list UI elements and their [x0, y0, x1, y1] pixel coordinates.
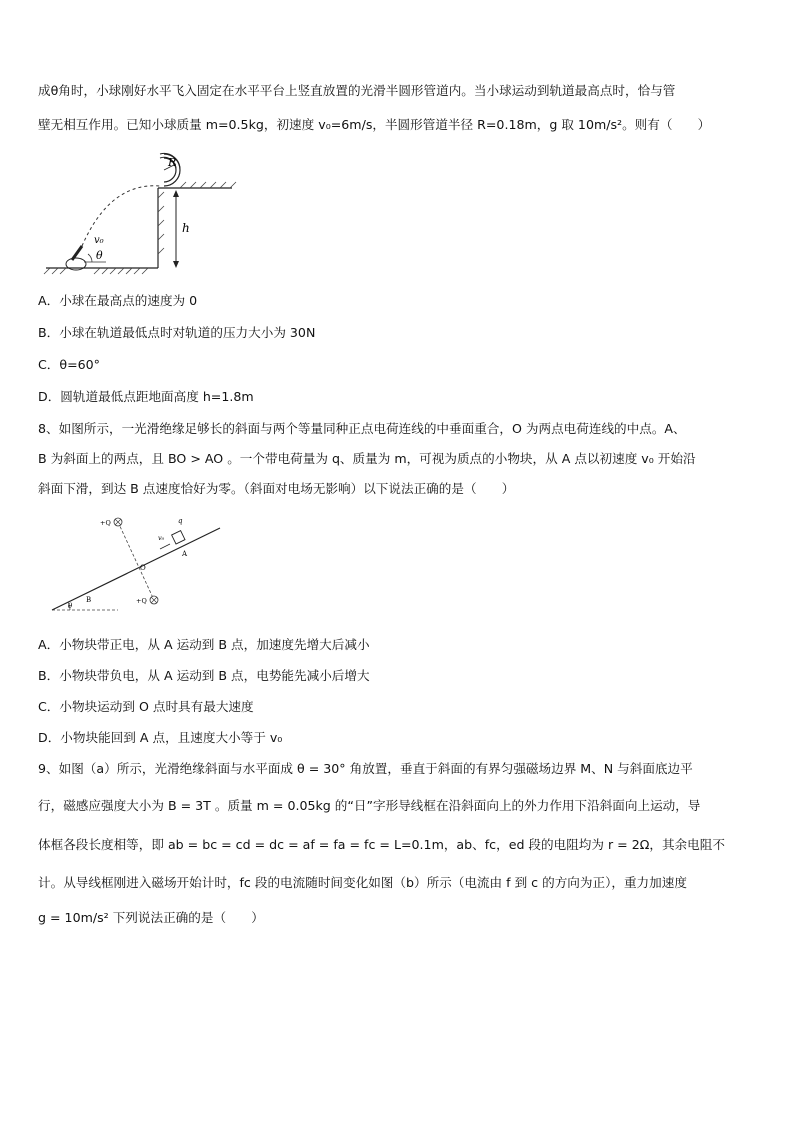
q9-text-line-3: 体框各段长度相等，即 ab = bc = cd = dc = af = fa = fc = L=0.1m，ab、fc，ed 段的电阻均为 r = 2Ω，其余电阻不: [38, 837, 725, 852]
q8-label-O: O: [140, 564, 146, 572]
q7-label-theta: θ: [96, 249, 103, 262]
q9-text-line-1: 9、如图（a）所示，光滑绝缘斜面与水平面成 θ = 30° 角放置，垂直于斜面的有界匀强磁场边界 M、N 与斜面底边平: [38, 761, 693, 776]
q8-label-v0: v₀: [158, 534, 165, 542]
q8-label-q: q: [178, 517, 183, 525]
q8-text-line-3: 斜面下滑，到达 B 点速度恰好为零。（斜面对电场无影响）以下说法正确的是（ ）: [38, 481, 515, 496]
q7-label-R: R: [168, 156, 177, 169]
q7-text-line-2: 壁无相互作用。已知小球质量 m=0.5kg，初速度 v₀=6m/s，半圆形管道半径 R=0.18m，g 取 10m/s²。则有（ ）: [38, 117, 711, 132]
q9-text-line-4: 计。从导线框刚进入磁场开始计时，fc 段的电流随时间变化如图（b）所示（电流由 f 到 c 的方向为正），重力加速度: [38, 875, 687, 890]
q7-option-a: A．小球在最高点的速度为 0: [38, 293, 198, 308]
q7-figure: [40, 142, 240, 277]
q7-text-line-1: 成θ角时，小球刚好水平飞入固定在水平平台上竖直放置的光滑半圆形管道内。当小球运动到轨道最高点时，恰与管: [38, 83, 676, 98]
q7-label-v0: v₀: [94, 235, 104, 246]
q8-label-charge-top: +Q: [100, 519, 111, 527]
q8-text-line-2: B 为斜面上的两点，且 BO > AO 。一个带电荷量为 q、质量为 m，可视为质点的小物块，从 A 点以初速度 v₀ 开始沿: [38, 451, 696, 466]
q8-label-A: A: [182, 550, 188, 558]
q7-option-d: D．圆轨道最低点距地面高度 h=1.8m: [38, 389, 254, 404]
q9-text-line-5: g = 10m/s² 下列说法正确的是（ ）: [38, 910, 264, 925]
q8-text-line-1: 8、如图所示，一光滑绝缘足够长的斜面与两个等量同种正点电荷连线的中垂面重合，O 为两点电荷连线的中点。A、: [38, 421, 686, 436]
q7-option-b: B．小球在轨道最低点时对轨道的压力大小为 30N: [38, 325, 316, 340]
q8-label-charge-bottom: +Q: [136, 597, 147, 605]
q8-option-b: B．小物块带负电，从 A 运动到 B 点，电势能先减小后增大: [38, 668, 370, 683]
q7-option-c: C．θ=60°: [38, 357, 100, 372]
q8-label-B: B: [86, 596, 92, 604]
q8-label-theta: θ: [68, 602, 73, 610]
q9-text-line-2: 行，磁感应强度大小为 B = 3T 。质量 m = 0.05kg 的“日”字形导线框在沿斜面向上的外力作用下沿斜面向上运动，导: [38, 798, 701, 813]
q8-option-c: C．小物块运动到 O 点时具有最大速度: [38, 699, 254, 714]
q8-option-d: D．小物块能回到 A 点，且速度大小等于 v₀: [38, 730, 283, 745]
q7-label-h: h: [182, 221, 190, 235]
q8-figure: [44, 510, 224, 615]
q8-option-a: A．小物块带正电，从 A 运动到 B 点，加速度先增大后减小: [38, 637, 370, 652]
